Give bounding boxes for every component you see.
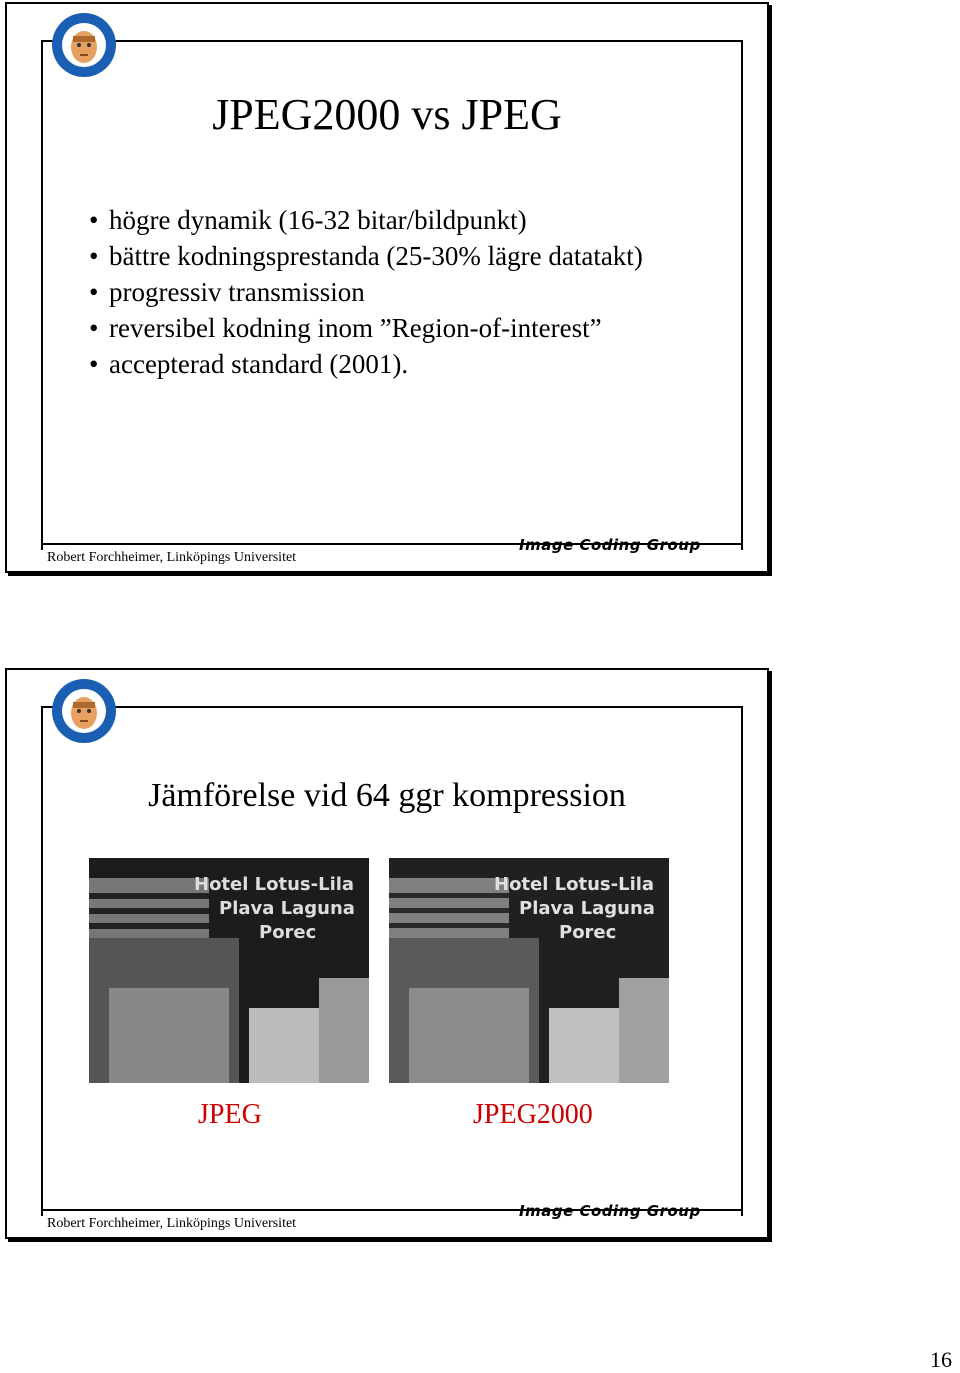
sign-line: Porec [559, 922, 617, 943]
footer-author: Robert Forchheimer, Linköpings Universitet [47, 1216, 297, 1231]
bullet-item: • högre dynamik (16-32 bitar/bildpunkt) [89, 202, 643, 238]
sign-line: Hotel Lotus-Lila [194, 874, 355, 895]
footer-author: Robert Forchheimer, Linköpings Universitet [47, 550, 297, 565]
bullet-icon: • [89, 205, 99, 235]
slide-2 [5, 668, 769, 1239]
slide-title: JPEG2000 vs JPEG [212, 90, 562, 139]
jpeg2000-comparison-photo [389, 858, 669, 1083]
page-number: 16 [930, 1347, 952, 1372]
bullet-icon: • [89, 313, 99, 343]
university-logo-icon [49, 10, 119, 80]
jpeg-caption: JPEG [198, 1099, 262, 1130]
bullet-icon: • [89, 241, 99, 271]
sign-line: Porec [259, 922, 317, 943]
sign-line: Plava Laguna [219, 898, 355, 919]
jpeg2000-caption: JPEG2000 [473, 1099, 593, 1130]
bullet-item: • progressiv transmission [89, 274, 643, 310]
sign-line: Plava Laguna [519, 898, 655, 919]
university-logo-icon [49, 676, 119, 746]
bullet-list [89, 202, 643, 382]
jpeg-comparison-photo [89, 858, 369, 1083]
slide-1 [5, 2, 769, 573]
footer-group-name: Image Coding Group [519, 536, 701, 554]
bullet-item: • bättre kodningsprestanda (25-30% lägre datatakt) [89, 238, 643, 274]
sign-line: Hotel Lotus-Lila [494, 874, 655, 895]
bullet-icon: • [89, 349, 99, 379]
bullet-item: • reversibel kodning inom ”Region-of-interest” [89, 310, 643, 346]
slide-title: Jämförelse vid 64 ggr kompression [148, 777, 626, 814]
bullet-item: • accepterad standard (2001). [89, 346, 643, 382]
bullet-icon: • [89, 277, 99, 307]
footer-group-name: Image Coding Group [519, 1202, 701, 1220]
